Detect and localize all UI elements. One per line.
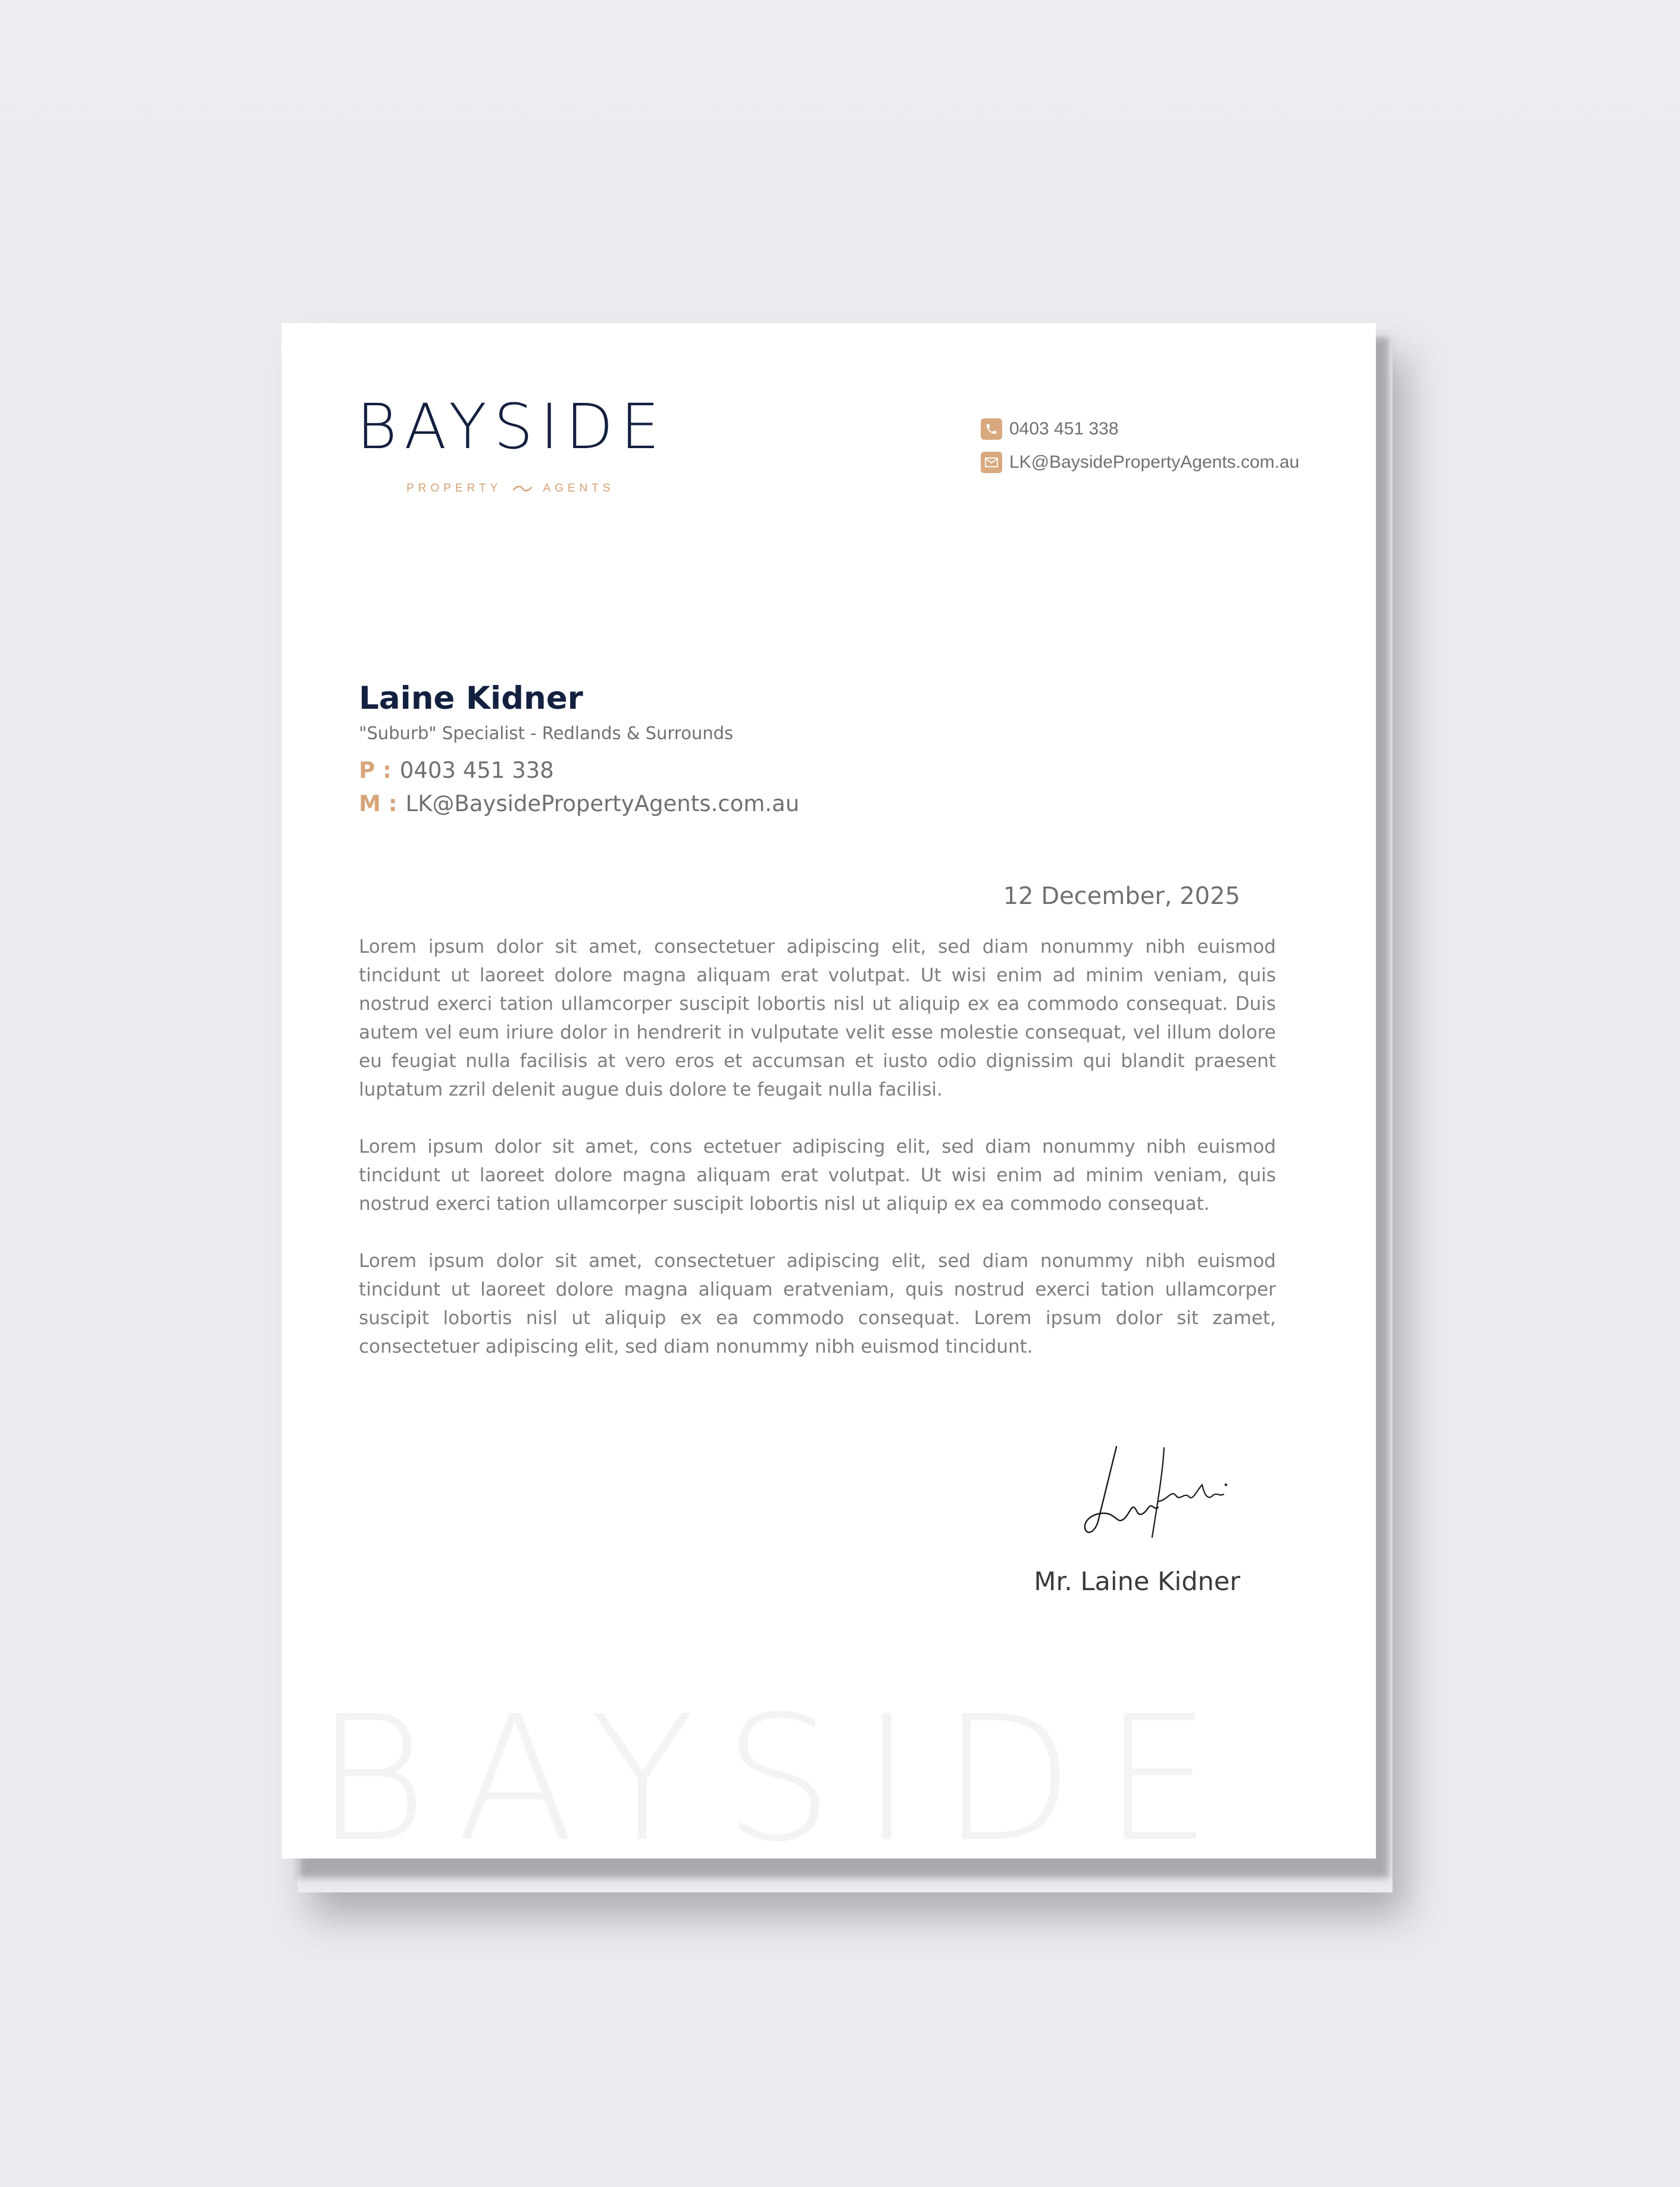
envelope-icon xyxy=(981,452,1002,473)
bayside-logo xyxy=(356,390,667,515)
letter-date: 12 December, 2025 xyxy=(1003,883,1240,910)
sender-phone-line xyxy=(359,758,554,783)
logo-tagline-left: PROPERTY xyxy=(406,482,502,495)
body-paragraph-3: Lorem ipsum dolor sit amet, consectetuer adipiscing elit, sed diam nonummy nibh euismod tincidunt ut laoreet dolore magna aliquam eratveniam, quis nostrud exerci tation ullamcorper suscipit lobortis nisl ut aliquip ex ea commodo consequat. Lorem ipsum dolor sit zamet, consectetuer adipiscing elit, sed diam nonummy nibh euismod tincidunt. xyxy=(359,1250,1276,1357)
phone-label: P : xyxy=(359,758,392,783)
signatory-name: Mr. Laine Kidner xyxy=(1034,1567,1240,1597)
header-contacts xyxy=(981,412,1299,479)
logo-wordmark: BAYSIDE xyxy=(356,390,667,463)
wave-icon xyxy=(512,484,533,493)
body-paragraph-1: Lorem ipsum dolor sit amet, consectetuer adipiscing elit, sed diam nonummy nibh euismod tincidunt ut laoreet dolore magna aliquam erat volutpat. Ut wisi enim ad minim veniam, quis nostrud exerci tation ullamcorper suscipit lobortis nisl ut aliquip ex ea commodo consequat. Duis autem vel eum iriure dolor in hendrerit in vulputate velit esse molestie consequat, vel illum dolore eu feugiat nulla facilisis at vero eros et accumsan et iusto odio dignissim qui blandit praesent luptatum zzril delenit augue duis dolore te feugait nulla facilisi. xyxy=(359,936,1276,1100)
phone-icon xyxy=(981,418,1002,440)
watermark-text: BAYSIDE xyxy=(315,1679,1241,1859)
letterhead-page xyxy=(281,323,1376,1859)
header-phone-row xyxy=(981,412,1299,446)
handwritten-signature xyxy=(1075,1430,1241,1555)
logo-tagline xyxy=(406,482,614,495)
sender-email-line xyxy=(359,791,799,816)
body-paragraph-2: Lorem ipsum dolor sit amet, cons ectetuer adipiscing elit, sed diam nonummy nibh euismod tincidunt ut laoreet dolore magna aliquam erat volutpat. Ut wisi enim ad minim veniam, quis nostrud exerci tation ullamcorper suscipit lobortis nisl ut aliquip ex ea commodo consequat. xyxy=(359,1136,1276,1215)
header-phone[interactable]: 0403 451 338 xyxy=(1009,419,1119,439)
email-label: M : xyxy=(359,791,398,816)
sender-name: Laine Kidner xyxy=(359,680,583,717)
header-email-row xyxy=(981,446,1299,479)
header-email[interactable]: LK@BaysidePropertyAgents.com.au xyxy=(1009,452,1300,472)
sender-email[interactable]: LK@BaysidePropertyAgents.com.au xyxy=(405,791,800,816)
sender-phone[interactable]: 0403 451 338 xyxy=(399,758,554,783)
sender-title: "Suburb" Specialist - Redlands & Surrounds xyxy=(359,723,734,743)
backdrop xyxy=(0,0,1680,250)
logo-tagline-right: AGENTS xyxy=(543,482,615,495)
